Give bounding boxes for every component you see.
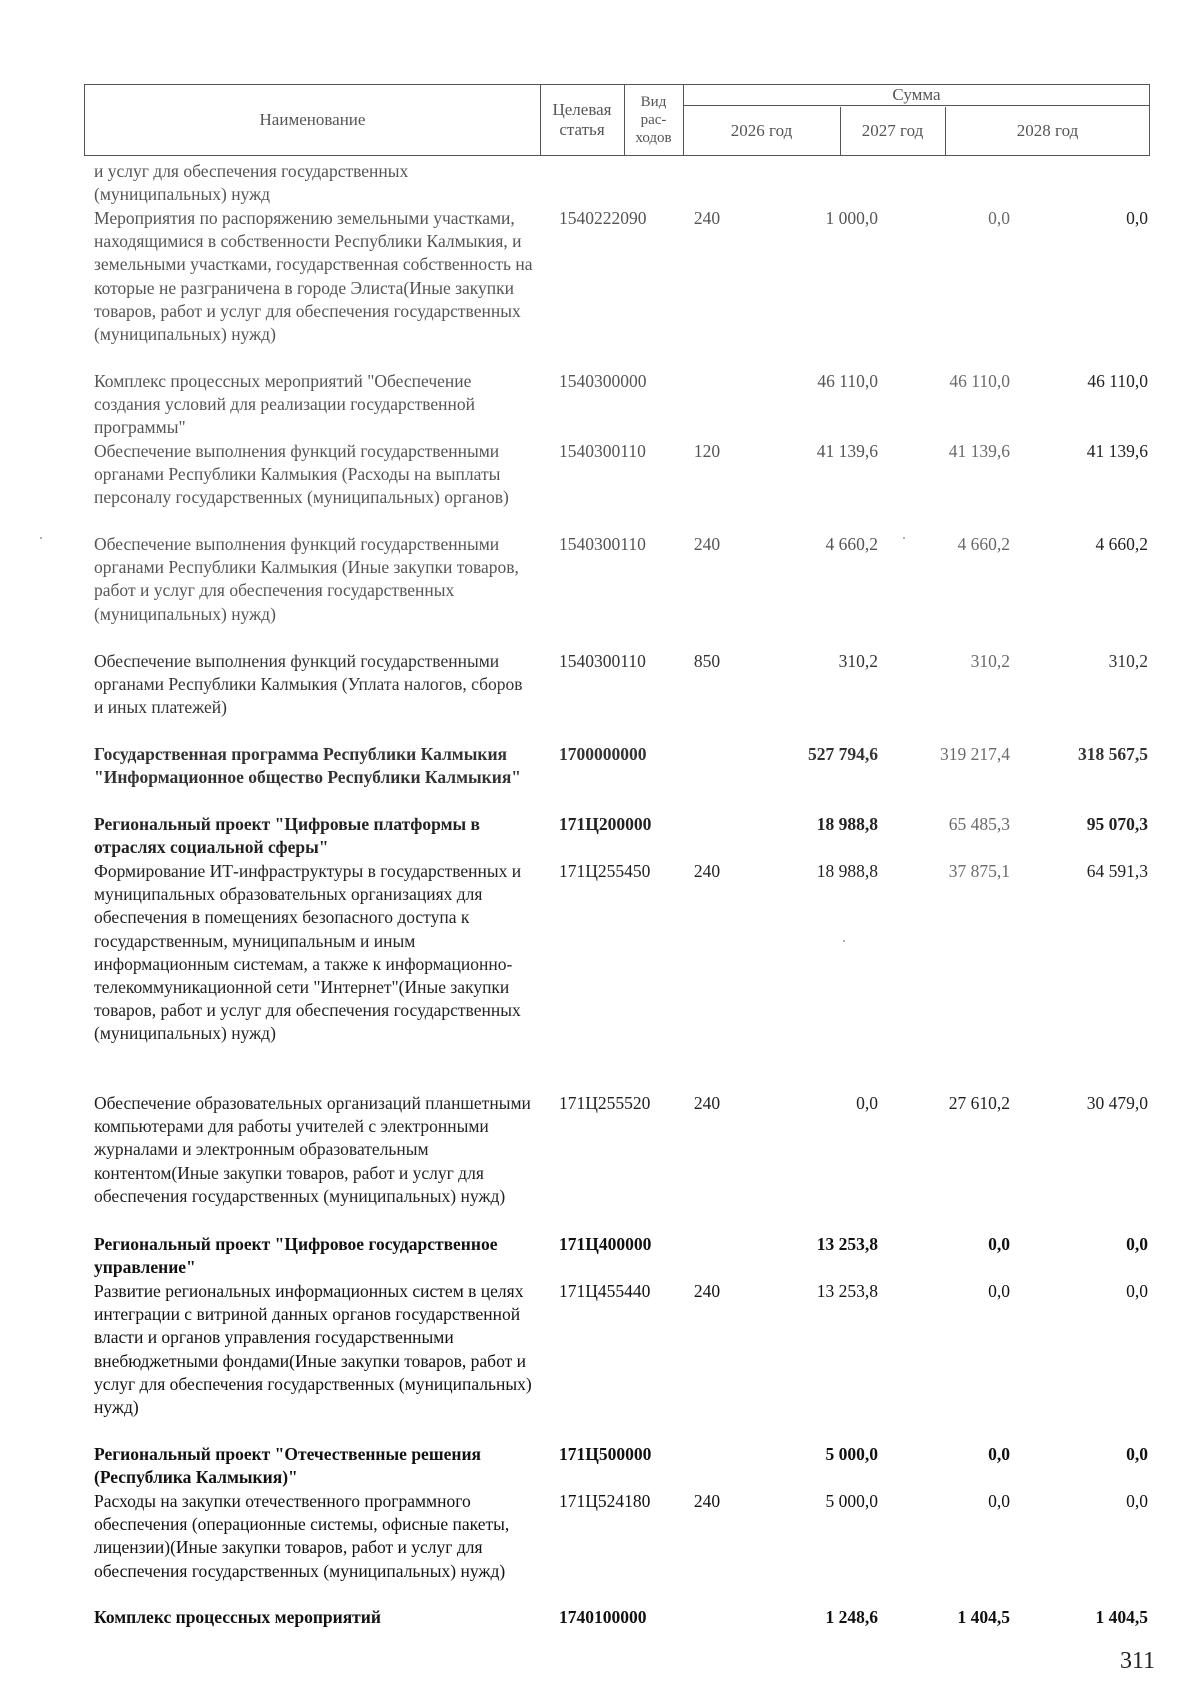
row-code: 1540300000 <box>559 371 647 391</box>
row-sum-2027: 1 404,5 <box>957 1607 1010 1627</box>
row-sum-2028: 95 070,3 <box>1086 814 1148 834</box>
row-sum-2028: 318 567,5 <box>1078 744 1148 764</box>
row-sum-2026: 5 000,0 <box>825 1444 878 1464</box>
row-sum-2028: 0,0 <box>1126 1444 1148 1464</box>
row-code: 171Ц455440 <box>559 1281 651 1301</box>
row-sum-2027: 319 217,4 <box>940 744 1010 764</box>
row-sum-2028: 1 404,5 <box>1095 1607 1148 1627</box>
row-sum-2028: 41 139,6 <box>1086 441 1148 461</box>
row-sum-2028: 30 479,0 <box>1086 1093 1148 1113</box>
row-name: Государственная программа Республики Калмыкия "Информационное общество Республики Калмыкия" <box>94 744 522 788</box>
row-sum-2027: 0,0 <box>988 1491 1010 1511</box>
row-sum-2026: 1 000,0 <box>825 208 878 228</box>
row-sum-2028: 0,0 <box>1126 1234 1148 1254</box>
row-code: 1540300110 <box>559 441 646 461</box>
row-sum-2027: 0,0 <box>988 208 1010 228</box>
row-code: 171Ц255520 <box>559 1093 651 1113</box>
row-sum-2028: 46 110,0 <box>1087 371 1148 391</box>
row-name: Расходы на закупки отечественного программного обеспечения (операционные системы, офисные пакеты, лицензии)(Иные закупки товаров, работ и услуг для обеспечения государственных (муниципальных) нужд) <box>94 1491 510 1581</box>
row-vid: 240 <box>693 208 721 228</box>
row-sum-2027: 310,2 <box>970 651 1010 671</box>
row-name: Обеспечение образовательных организаций планшетными компьютерами для работы учителей с электронными журналами и электронным образовательным контентом(Иные закупки товаров, работ и услуг для обеспечения государственных (муниципальных) нужд) <box>94 1093 531 1206</box>
page-number: 311 <box>1120 1648 1156 1674</box>
row-sum-2026: 18 988,8 <box>816 814 878 834</box>
row-sum-2027: 0,0 <box>988 1281 1010 1301</box>
row-sum-2027: 37 875,1 <box>948 861 1010 881</box>
row-code: 1540222090 <box>559 208 647 228</box>
row-sum-2026: 1 248,6 <box>825 1607 878 1627</box>
row-name: Формирование ИТ-инфраструктуры в государственных и муниципальных образовательных организациях для обеспечения в помещениях безопасного доступа к государственным, муниципальным и иным информационным системам, а также к информационно-телекоммуникационной сети "Интернет"(Иные закупки товаров, работ и услуг для обеспечения государственных (муниципальных) нужд) <box>94 861 522 1044</box>
row-name: Обеспечение выполнения функций государственными органами Республики Калмыкия (Расходы на выплаты персоналу государственных (муниципальных) органов) <box>94 441 509 508</box>
row-vid: 240 <box>693 1281 721 1301</box>
header-vid: Вид рас- ходов <box>635 94 672 146</box>
row-sum-2027: 27 610,2 <box>948 1093 1010 1113</box>
row-name: Развитие региональных информационных систем в целях интеграции с витриной данных органов государственной власти и органов управления государственными внебюджетными фондами(Иные закупки товаров, работ и услуг для обеспечения государственных (муниципальных) нужд) <box>94 1281 532 1418</box>
row-vid: 120 <box>693 441 721 461</box>
row-sum-2026: 41 139,6 <box>816 441 878 461</box>
row-sum-2027: 41 139,6 <box>948 441 1010 461</box>
row-sum-2026: 5 000,0 <box>825 1491 878 1511</box>
row-name: и услуг для обеспечения государственных (муниципальных) нужд <box>94 161 409 205</box>
row-code: 1700000000 <box>559 744 647 764</box>
header-2027: 2027 год <box>861 120 924 140</box>
row-name: Обеспечение выполнения функций государственными органами Республики Калмыкия (Уплата налогов, сборов и иных платежей) <box>94 651 523 718</box>
header-sum: Сумма <box>892 85 941 104</box>
scan-speck <box>843 940 845 942</box>
row-sum-2028: 0,0 <box>1126 208 1148 228</box>
row-sum-2027: 0,0 <box>988 1234 1010 1254</box>
table-header <box>84 84 1150 156</box>
row-sum-2026: 527 794,6 <box>808 744 878 764</box>
row-vid: 850 <box>693 651 721 671</box>
row-name: Мероприятия по распоряжению земельными участками, находящимися в собственности Республики Калмыкия, и земельными участками, государственная собственность на которые не разграничена в городе Элиста(Иные закупки товаров, работ и услуг для обеспечения государственных (муниципальных) нужд) <box>94 208 533 345</box>
row-code: 1540300110 <box>559 534 646 554</box>
row-code: 171Ц200000 <box>559 814 652 834</box>
scan-speck <box>903 537 905 539</box>
row-sum-2028: 310,2 <box>1108 651 1148 671</box>
row-sum-2026: 18 988,8 <box>816 861 878 881</box>
row-sum-2027: 46 110,0 <box>949 371 1010 391</box>
row-name: Региональный проект "Цифровые платформы в отраслях социальной сферы" <box>94 814 481 858</box>
row-name: Региональный проект "Отечественные решения (Республика Калмыкия)" <box>94 1444 481 1488</box>
row-code: 171Ц400000 <box>559 1234 652 1254</box>
row-sum-2028: 4 660,2 <box>1095 534 1148 554</box>
row-vid: 240 <box>693 1491 721 1511</box>
row-code: 1540300110 <box>559 651 646 671</box>
row-sum-2027: 65 485,3 <box>948 814 1010 834</box>
row-code: 171Ц255450 <box>559 861 651 881</box>
row-code: 1740100000 <box>559 1607 647 1627</box>
header-code: Целевая статья <box>552 100 612 139</box>
row-code: 171Ц500000 <box>559 1444 652 1464</box>
row-sum-2027: 4 660,2 <box>957 534 1010 554</box>
row-vid: 240 <box>693 861 721 881</box>
row-sum-2028: 64 591,3 <box>1086 861 1148 881</box>
row-code: 171Ц524180 <box>559 1491 651 1511</box>
row-name: Комплекс процессных мероприятий "Обеспечение создания условий для реализации государственной программы" <box>94 371 475 438</box>
header-2028: 2028 год <box>1016 120 1079 140</box>
row-sum-2026: 46 110,0 <box>817 371 878 391</box>
row-sum-2028: 0,0 <box>1126 1491 1148 1511</box>
row-sum-2026: 13 253,8 <box>816 1281 878 1301</box>
header-2026: 2026 год <box>730 120 793 140</box>
row-sum-2026: 0,0 <box>856 1093 878 1113</box>
scan-speck <box>40 537 42 539</box>
row-name: Региональный проект "Цифровое государственное управление" <box>94 1234 498 1278</box>
row-sum-2026: 13 253,8 <box>816 1234 878 1254</box>
row-sum-2026: 4 660,2 <box>825 534 878 554</box>
row-sum-2027: 0,0 <box>988 1444 1010 1464</box>
row-vid: 240 <box>693 534 721 554</box>
row-sum-2028: 0,0 <box>1126 1281 1148 1301</box>
header-name: Наименование <box>259 110 366 129</box>
row-name: Обеспечение выполнения функций государственными органами Республики Калмыкия (Иные закупки товаров, работ и услуг для обеспечения государственных (муниципальных) нужд) <box>94 534 519 624</box>
row-vid: 240 <box>693 1093 721 1113</box>
row-sum-2026: 310,2 <box>838 651 878 671</box>
row-name: Комплекс процессных мероприятий <box>94 1607 381 1627</box>
